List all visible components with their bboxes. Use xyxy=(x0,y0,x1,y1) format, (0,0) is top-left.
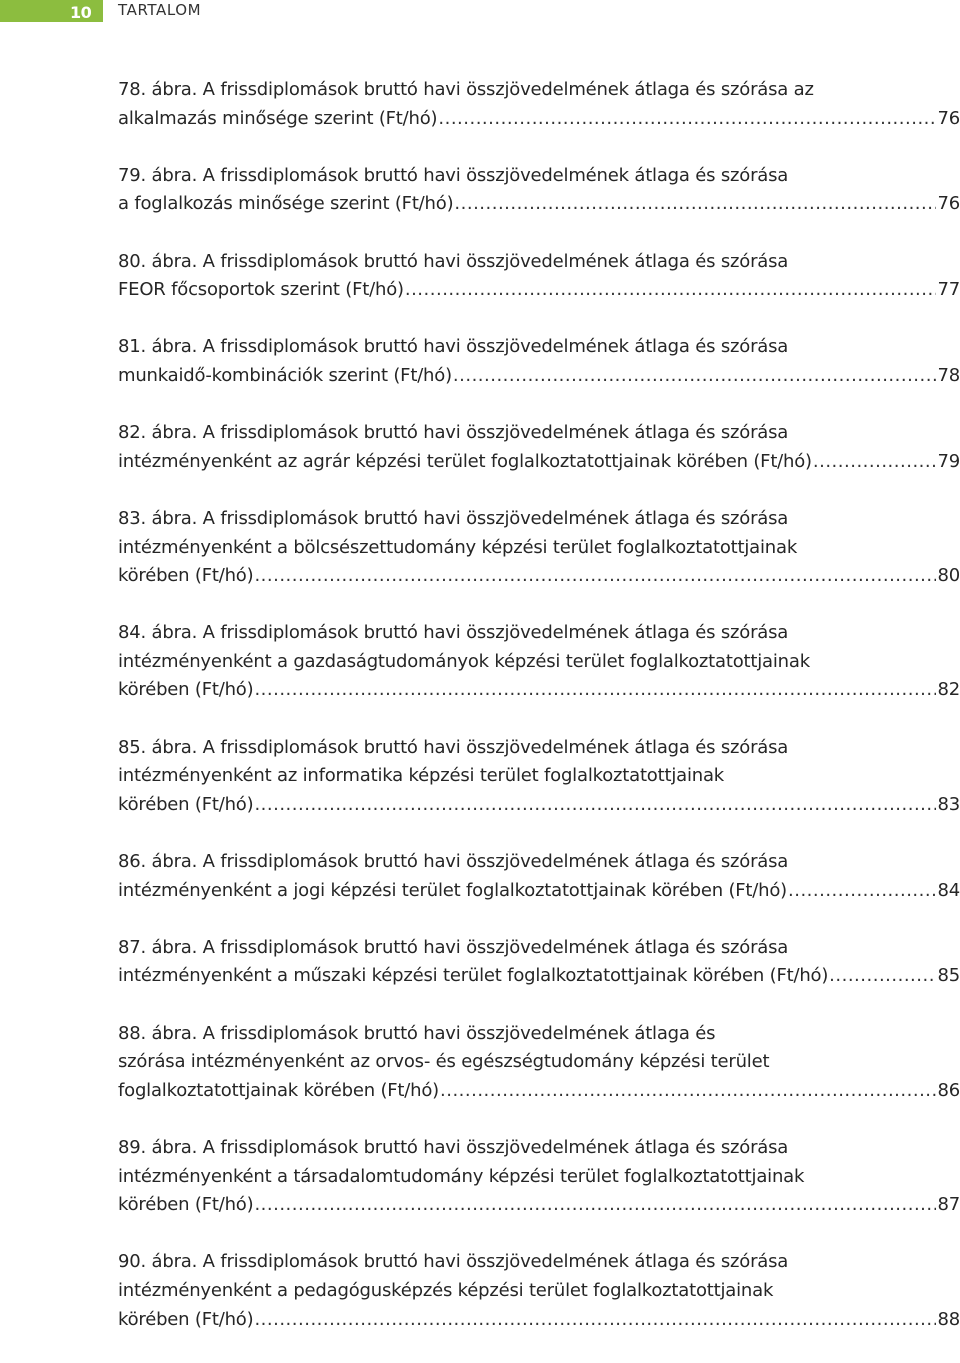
toc-entry-title-line: foglalkoztatottjainak körében (Ft/hó) xyxy=(118,1079,439,1101)
toc-entry-title-line: 84. ábra. A frissdiplomások bruttó havi összjövedelmének átlaga és szórása xyxy=(118,622,789,644)
toc-entry-last-line xyxy=(118,676,960,705)
toc-entry[interactable] xyxy=(118,248,960,305)
toc-entry-title-line: alkalmazás minősége szerint (Ft/hó) xyxy=(118,107,438,129)
toc-entry-title-line: körében (Ft/hó) xyxy=(118,565,254,587)
toc-entry-title-line: intézményenként a bölcsészettudomány képzési terület foglalkoztatottjainak xyxy=(118,536,798,558)
toc-entry-last-line xyxy=(118,791,960,820)
toc-entry-title-line: körében (Ft/hó) xyxy=(118,1194,254,1216)
toc-entry-title-line: 89. ábra. A frissdiplomások bruttó havi összjövedelmének átlaga és szórása xyxy=(118,1136,789,1158)
dot-leader xyxy=(829,962,936,991)
table-of-figures xyxy=(118,76,960,1363)
dot-leader xyxy=(405,276,937,305)
toc-entry-last-line xyxy=(118,877,960,906)
toc-entry-title-line: 82. ábra. A frissdiplomások bruttó havi összjövedelmének átlaga és szórása xyxy=(118,422,789,444)
toc-page-number[interactable]: 82 xyxy=(937,679,960,701)
toc-entry-last-line xyxy=(118,562,960,591)
dot-leader xyxy=(254,1191,936,1220)
toc-entry-title-line: 81. ábra. A frissdiplomások bruttó havi összjövedelmének átlaga és szórása xyxy=(118,336,789,358)
dot-leader xyxy=(254,676,936,705)
toc-entry-title-line: intézményenként a jogi képzési terület foglalkoztatottjainak körében (Ft/hó) xyxy=(118,879,787,901)
toc-page-number[interactable]: 76 xyxy=(937,193,960,215)
page-number: 10 xyxy=(70,3,92,22)
toc-page-number[interactable]: 85 xyxy=(937,965,960,987)
toc-entry-title-line: intézményenként az informatika képzési terület foglalkoztatottjainak xyxy=(118,765,725,787)
toc-entry-title-line: körében (Ft/hó) xyxy=(118,793,254,815)
toc-page-number[interactable]: 88 xyxy=(937,1308,960,1330)
toc-page-number[interactable]: 87 xyxy=(937,1194,960,1216)
toc-entry[interactable] xyxy=(118,734,960,820)
dot-leader xyxy=(254,791,936,820)
dot-leader xyxy=(813,448,937,477)
section-title: TARTALOM xyxy=(118,1,202,19)
toc-entry[interactable] xyxy=(118,619,960,705)
toc-entry[interactable] xyxy=(118,1134,960,1220)
toc-entry-title-line: körében (Ft/hó) xyxy=(118,1308,254,1330)
dot-leader xyxy=(438,105,936,134)
toc-entry-title-line: FEOR főcsoportok szerint (Ft/hó) xyxy=(118,279,404,301)
dot-leader xyxy=(788,877,936,906)
toc-entry[interactable] xyxy=(118,505,960,591)
toc-entry-title-line: 78. ábra. A frissdiplomások bruttó havi összjövedelmének átlaga és szórása az xyxy=(118,79,814,100)
toc-page-number[interactable]: 78 xyxy=(937,364,960,386)
dot-leader xyxy=(453,362,937,391)
toc-page-number[interactable]: 77 xyxy=(937,279,960,301)
toc-entry-title-line: szórása intézményenként az orvos- és egészségtudomány képzési terület xyxy=(118,1051,770,1073)
dot-leader xyxy=(440,1077,936,1106)
toc-entry-title-line: intézményenként a pedagógusképzés képzési terület foglalkoztatottjainak xyxy=(118,1279,774,1301)
toc-entry-title-line: 88. ábra. A frissdiplomások bruttó havi összjövedelmének átlaga és xyxy=(118,1022,716,1044)
toc-entry-last-line xyxy=(118,1077,960,1106)
toc-entry[interactable] xyxy=(118,934,960,991)
toc-page-number[interactable]: 86 xyxy=(937,1079,960,1101)
toc-entry-title-line: 85. ábra. A frissdiplomások bruttó havi összjövedelmének átlaga és szórása xyxy=(118,736,789,758)
toc-entry-last-line xyxy=(118,276,960,305)
toc-entry-last-line xyxy=(118,190,960,219)
toc-entry-last-line xyxy=(118,962,960,991)
dot-leader xyxy=(254,1306,936,1335)
toc-entry-title-line: körében (Ft/hó) xyxy=(118,679,254,701)
dot-leader xyxy=(254,562,936,591)
toc-page-number[interactable]: 80 xyxy=(937,565,960,587)
toc-entry[interactable] xyxy=(118,333,960,390)
toc-entry-last-line xyxy=(118,362,960,391)
toc-entry-last-line xyxy=(118,105,960,134)
toc-entry[interactable] xyxy=(118,848,960,905)
toc-entry-title-line: 79. ábra. A frissdiplomások bruttó havi összjövedelmének átlaga és szórása xyxy=(118,164,789,186)
toc-entry-title-line: 87. ábra. A frissdiplomások bruttó havi összjövedelmének átlaga és szórása xyxy=(118,936,789,958)
toc-entry-title-line: intézményenként a társadalomtudomány képzési terület foglalkoztatottjainak xyxy=(118,1165,805,1187)
toc-entry-title-line: 83. ábra. A frissdiplomások bruttó havi összjövedelmének átlaga és szórása xyxy=(118,507,789,529)
toc-entry-last-line xyxy=(118,1306,960,1335)
toc-page-number[interactable]: 76 xyxy=(937,107,960,129)
toc-entry-title-line: munkaidő-kombinációk szerint (Ft/hó) xyxy=(118,364,452,386)
toc-page-number[interactable]: 84 xyxy=(937,879,960,901)
toc-entry-title-line: intézményenként a gazdaságtudományok képzési terület foglalkoztatottjainak xyxy=(118,650,810,672)
toc-entry[interactable] xyxy=(118,1020,960,1106)
toc-entry[interactable] xyxy=(118,1248,960,1334)
toc-entry-title-line: a foglalkozás minősége szerint (Ft/hó) xyxy=(118,193,454,215)
toc-entry-title-line: 80. ábra. A frissdiplomások bruttó havi összjövedelmének átlaga és szórása xyxy=(118,250,789,272)
dot-leader xyxy=(454,190,936,219)
page-number-badge xyxy=(0,0,103,22)
toc-entry[interactable] xyxy=(118,419,960,476)
toc-entry-title-line: 86. ábra. A frissdiplomások bruttó havi összjövedelmének átlaga és szórása xyxy=(118,851,789,873)
toc-entry-title-line: 90. ábra. A frissdiplomások bruttó havi összjövedelmének átlaga és szórása xyxy=(118,1251,789,1273)
toc-entry-last-line xyxy=(118,1191,960,1220)
toc-entry[interactable] xyxy=(118,76,960,133)
toc-entry-title-line: intézményenként az agrár képzési terület foglalkoztatottjainak körében (Ft/hó) xyxy=(118,450,812,472)
toc-entry-title-line: intézményenként a műszaki képzési terület foglalkoztatottjainak körében (Ft/hó) xyxy=(118,965,829,987)
toc-page-number[interactable]: 79 xyxy=(937,450,960,472)
toc-entry-last-line xyxy=(118,448,960,477)
toc-page-number[interactable]: 83 xyxy=(937,793,960,815)
toc-entry[interactable] xyxy=(118,162,960,219)
